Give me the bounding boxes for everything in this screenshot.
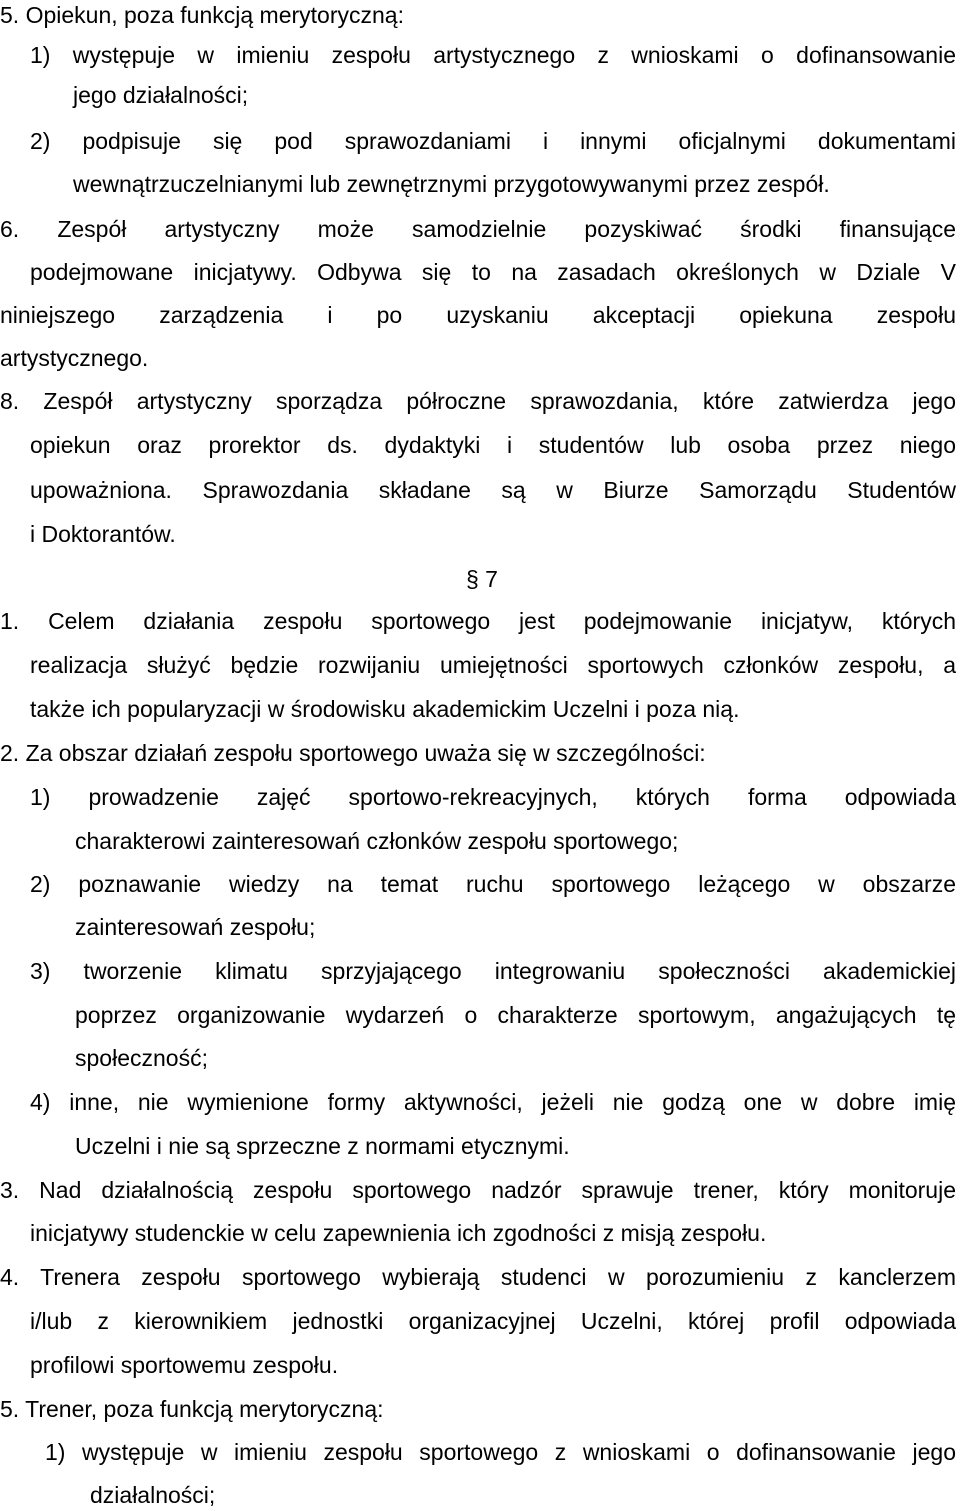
list-item-1-line-1: 1) występuje w imieniu zespołu artystycznego z wnioskami o dofinansowanie: [30, 42, 956, 68]
section7-list-item-2-line-1: 2) poznawanie wiedzy na temat ruchu sportowego leżącego w obszarze: [30, 871, 956, 897]
section7-list-item-3-line-2: poprzez organizowanie wydarzeń o charakterze sportowym, angażujących tę: [75, 1002, 956, 1028]
section7-list-item-1-line-2: charakterowi zainteresowań członków zespołu sportowego;: [75, 828, 679, 854]
section7-p5-list-item-1-line-2: działalności;: [90, 1482, 216, 1508]
paragraph-6-line-1: 6. Zespół artystyczny może samodzielnie pozyskiwać środki finansujące: [0, 216, 956, 242]
list-item-1-line-2: jego działalności;: [73, 82, 249, 108]
section7-list-item-3-line-3: społeczność;: [75, 1045, 208, 1071]
section7-list-item-2-line-2: zainteresowań zespołu;: [75, 914, 316, 940]
section7-list-item-3-line-1: 3) tworzenie klimatu sprzyjającego integrowaniu społeczności akademickiej: [30, 958, 956, 984]
section7-list-item-4-line-2: Uczelni i nie są sprzeczne z normami etycznymi.: [75, 1133, 570, 1159]
section-heading-7: § 7: [466, 566, 498, 592]
paragraph-8-line-2: opiekun oraz prorektor ds. dydaktyki i studentów lub osoba przez niego: [30, 432, 956, 458]
section7-paragraph-1-line-3: także ich popularyzacji w środowisku akademickim Uczelni i poza nią.: [30, 696, 740, 722]
section7-paragraph-1-line-1: 1. Celem działania zespołu sportowego jest podejmowanie inicjatyw, których: [0, 608, 956, 634]
list-item-2-line-1: 2) podpisuje się pod sprawozdaniami i innymi oficjalnymi dokumentami: [30, 128, 956, 154]
section7-paragraph-1-line-2: realizacja służyć będzie rozwijaniu umiejętności sportowych członków zespołu, a: [30, 652, 956, 678]
paragraph-6-line-4: artystycznego.: [0, 345, 149, 371]
paragraph-5-intro: 5. Opiekun, poza funkcją merytoryczną:: [0, 2, 404, 28]
section7-p5-list-item-1-line-1: 1) występuje w imieniu zespołu sportowego z wnioskami o dofinansowanie jego: [45, 1439, 956, 1465]
paragraph-6-line-2: podejmowane inicjatywy. Odbywa się to na zasadach określonych w Dziale V: [30, 259, 956, 285]
paragraph-8-line-3: upoważniona. Sprawozdania składane są w Biurze Samorządu Studentów: [30, 477, 956, 503]
section7-list-item-4-line-1: 4) inne, nie wymienione formy aktywności, jeżeli nie godzą one w dobre imię: [30, 1089, 956, 1115]
section7-paragraph-3-line-1: 3. Nad działalnością zespołu sportowego nadzór sprawuje trener, który monitoruje: [0, 1177, 956, 1203]
section7-paragraph-5-intro: 5. Trener, poza funkcją merytoryczną:: [0, 1396, 384, 1422]
paragraph-6-line-3: niniejszego zarządzenia i po uzyskaniu akceptacji opiekuna zespołu: [0, 302, 956, 328]
section7-paragraph-4-line-3: profilowi sportowemu zespołu.: [30, 1352, 339, 1378]
paragraph-8-line-1: 8. Zespół artystyczny sporządza półroczne sprawozdania, które zatwierdza jego: [0, 388, 956, 414]
section7-paragraph-4-line-2: i/lub z kierownikiem jednostki organizacyjnej Uczelni, której profil odpowiada: [30, 1308, 956, 1334]
section7-list-item-1-line-1: 1) prowadzenie zajęć sportowo-rekreacyjnych, których forma odpowiada: [30, 784, 956, 810]
section7-paragraph-4-line-1: 4. Trenera zespołu sportowego wybierają studenci w porozumieniu z kanclerzem: [0, 1264, 956, 1290]
section7-paragraph-2-intro: 2. Za obszar działań zespołu sportowego uważa się w szczególności:: [0, 740, 706, 766]
paragraph-8-line-4: i Doktorantów.: [30, 521, 176, 547]
list-item-2-line-2: wewnątrzuczelnianymi lub zewnętrznymi przygotowywanymi przez zespół.: [73, 171, 830, 197]
section7-paragraph-3-line-2: inicjatywy studenckie w celu zapewnienia ich zgodności z misją zespołu.: [30, 1220, 767, 1246]
